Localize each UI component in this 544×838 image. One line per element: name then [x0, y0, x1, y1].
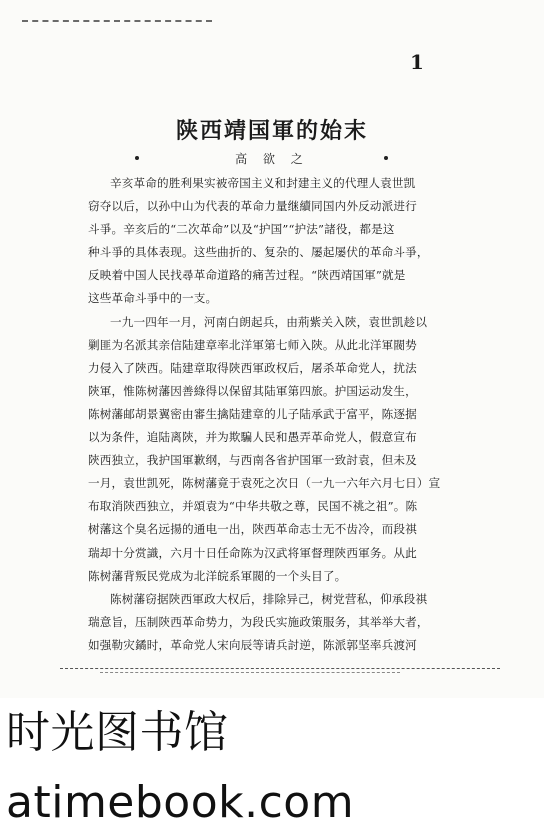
- watermark-text: 时光图书馆atimebook.com: [6, 707, 355, 828]
- bottom-dashed-rule: [60, 668, 500, 669]
- body-line: 瑞意旨，压制陝西革命势力，为段氏实施政策服务，其举举大者，: [88, 614, 429, 629]
- body-line: 以为条件，追陆离陝，并为欺騙人民和愚弄革命党人，假意宣布: [88, 430, 417, 445]
- body-line: 力侵入了陝西。陆建章取得陝西軍政权后，屠杀革命党人，扰法: [88, 360, 417, 375]
- body-line: 窃夺以后，以孙中山为代表的革命力量继續同国内外反动派进行: [88, 199, 417, 214]
- body-line: 这些革命斗爭中的一支。: [88, 291, 218, 306]
- body-line: 斗爭。辛亥后的“二次革命”以及“护国”“护法”諸役，都是这: [88, 222, 395, 237]
- bottom-dashed-rule: [100, 672, 400, 673]
- body-line: 种斗爭的具体表现。这些曲折的、复杂的、屡起屡伏的革命斗爭，: [88, 245, 429, 260]
- body-line: 树藩这个臭名远揚的通电一出，陝西革命志士无不齿冷，而段祺: [88, 522, 417, 537]
- article-body: [88, 172, 476, 657]
- body-line: 陈树藩背叛民党成为北洋皖系軍閥的一个头目了。: [88, 568, 347, 583]
- top-dashed-rule: [22, 20, 212, 22]
- body-line: 一九一四年一月，河南白朗起兵，由荊紫关入陝，袁世凯趁以: [110, 314, 428, 329]
- body-line: 如强勒灾鐍时，革命党人宋向辰等请兵討逆，陈派郭坚率兵渡河: [88, 637, 417, 652]
- body-line: 陈树藩邮胡景翼密由審生擒陆建章的儿子陆承武于富平，陈逐据: [88, 406, 417, 421]
- body-line: 辛亥革命的胜利果实被帝国主义和封建主义的代理人袁世凯: [110, 176, 416, 190]
- page-number: 1: [410, 50, 424, 74]
- body-line: 反映着中国人民找尋革命道路的痛苦过程。“陝西靖国軍”就是: [88, 268, 406, 283]
- body-line: 陝西独立，我护国軍歉纲，与西南各省护国軍一致討袁，但未及: [88, 453, 417, 468]
- body-line: 剿匪为名派其亲信陆建章率北洋軍第七师入陝。从此北洋軍閥势: [88, 337, 417, 352]
- article-title: 陕西靖国軍的始末: [175, 118, 368, 144]
- body-line: 陈树藩窃据陝西軍政大权后，排除异己，树党营私，仰承段祺: [110, 591, 428, 606]
- body-line: 陝軍，惟陈树藩因善綠得以保留其陆軍第四旅。护国运动发生，: [88, 383, 417, 398]
- watermark-banner: [0, 698, 544, 828]
- body-line: 一月，袁世凯死，陈树藩竟于袁死之次日（一九一六年六月七日）宣: [88, 476, 441, 491]
- body-line: 布取消陝西独立，并頌袁为“中华共敬之尊，民国不祧之祖”。陈: [88, 499, 418, 514]
- author-name: 高 欲 之: [235, 152, 309, 166]
- body-line: 瑞却十分赏識，六月十日任命陈为汉武将軍督理陝西軍务。从此: [88, 545, 417, 560]
